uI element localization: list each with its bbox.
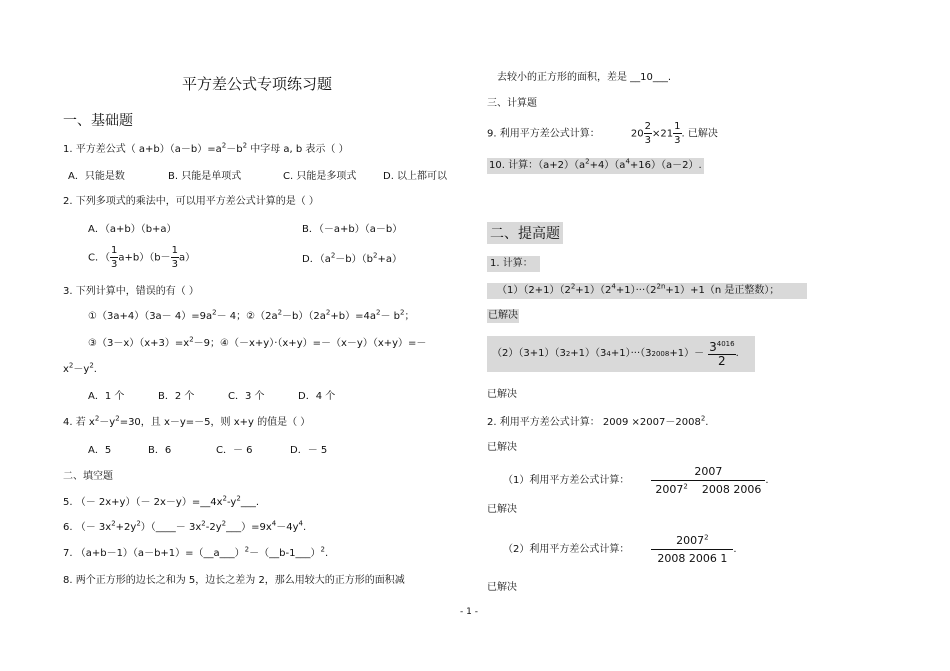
q2-option-c: C．（ $\frac{1}{3}$ a+b）（b－ $\frac{1}{3}$ a） — [88, 245, 196, 270]
q3-option-a: A．1 个 — [88, 391, 125, 402]
question-7: 7. （a+b－1）（a－b+1）=（__a___）$^2$－（__b-1___）$^2$. — [63, 545, 329, 559]
problem-2: 2. 利用平方差公式计算： $2009 \times 2007-2008^2$. — [487, 414, 709, 428]
question-1: 1. 平方差公式（ $a+b)(a-b)=a^2-b^2$ 中字母 a, b 表示（ ） — [63, 141, 349, 155]
q4-option-a: A．5 — [88, 445, 112, 456]
q3-option-b: B．2 个 — [158, 391, 195, 402]
problem-2-part-1: （1）利用平方差公式计算： $\frac{2007}{2007^2 2008 2006}$ . — [503, 465, 769, 496]
q4-option-c: C．－ 6 — [216, 445, 253, 456]
solved-label: 已解决 — [487, 389, 517, 400]
solved-label: 已解决 — [488, 310, 518, 321]
page-number: - 1 - — [460, 607, 478, 617]
section-calc-heading: 三、计算题 — [487, 98, 537, 109]
q2-option-b: B．（－a+b）（a－b） — [302, 224, 403, 235]
q3-line-2: $③(3-x)(x+3)=x^2-9$；④（－x+y）·（x+y）=－（x－y）（x+y）=－ — [88, 335, 427, 349]
section-basic-heading: 一、基础题 — [63, 113, 133, 129]
section-fill-heading: 二、填空题 — [63, 471, 113, 482]
q4-option-b: B．6 — [148, 445, 172, 456]
problem-1: 1. 计算： — [487, 256, 540, 272]
q3-line-3: $x^2-y^2$. — [63, 361, 97, 375]
q1-option-a: A．只能是数 — [68, 171, 125, 182]
q1-option-b: B. 只能是单项式 — [168, 171, 242, 182]
solved-label: 已解决 — [487, 442, 517, 453]
q2-option-a: A．（a+b）（b+a） — [88, 224, 177, 235]
problem-1-part-2: （2）（3+1）（3 2 +1）（3 4 +1）···（3 2008 +1）－ $\frac{3^{4016}}{2}$ . — [487, 336, 755, 372]
q3-option-c: C．3 个 — [228, 391, 265, 402]
question-5: 5. （－ $2x+y)(- 2x-y)=\_\_4x^2-y^2\_\_\_$. — [63, 494, 259, 508]
question-8: 8. 两个正方形的边长之和为 5，边长之差为 2，那么用较大的正方形的面积减 — [63, 575, 405, 586]
q1-option-c: C. 只能是多项式 — [283, 171, 357, 182]
solved-label: 已解决 — [487, 582, 517, 593]
q2-option-d: D．$(a^2-b)(b^2+a)$ — [302, 251, 402, 265]
section-advanced-heading: 二、提高题 — [487, 222, 563, 244]
question-4: 4. 若 $x^2-y^2=30$，且 x－y=－5，则 x+y 的值是（ ） — [63, 414, 311, 428]
question-6: 6. （－ $3x^2+2y^2)(\_\_\_\_-$ $3x^2-2y^2\_\_\_)=9x^4-4y^4$. — [63, 519, 307, 533]
problem-1-part-1: $(1)(2+1)(2^2+1)(2^4+1)\cdot\cdot\cdot(2^{2n}+1)+1(n$ 是正整数）； — [487, 283, 807, 299]
q3-option-d: D．4 个 — [298, 391, 336, 402]
question-3: 3. 下列计算中，错误的有（ ） — [63, 286, 199, 297]
page-title: 平方差公式专项练习题 — [182, 75, 333, 93]
question-8-continued: 去较小的正方形的面积，差是 __10___. — [497, 72, 672, 83]
solved-label: 已解决 — [487, 504, 517, 515]
q4-option-d: D．－ 5 — [290, 445, 328, 456]
question-9: 9. 利用平方差公式计算： 20 $\frac{2}{3}$ ×21 $\frac{1}{3}$ . 已解决 — [487, 121, 718, 146]
question-2: 2. 下列多项式的乘法中，可以用平方差公式计算的是（ ） — [63, 196, 319, 207]
question-10: 10. 计算：$(a+2)(a^2+4)(a^4+16)(a-2)$. — [487, 158, 704, 174]
q3-line-1: ①（3a+4）（3a－ $4)=9a^2- 4$；$②(2a^2-b)(2a^2+b)=4a^2- b^2$； — [88, 308, 415, 322]
problem-2-part-2: （2）利用平方差公式计算： $\frac{2007^2}{2008 2006 1}$ . — [503, 533, 737, 565]
q1-option-d: D. 以上都可以 — [383, 171, 448, 182]
